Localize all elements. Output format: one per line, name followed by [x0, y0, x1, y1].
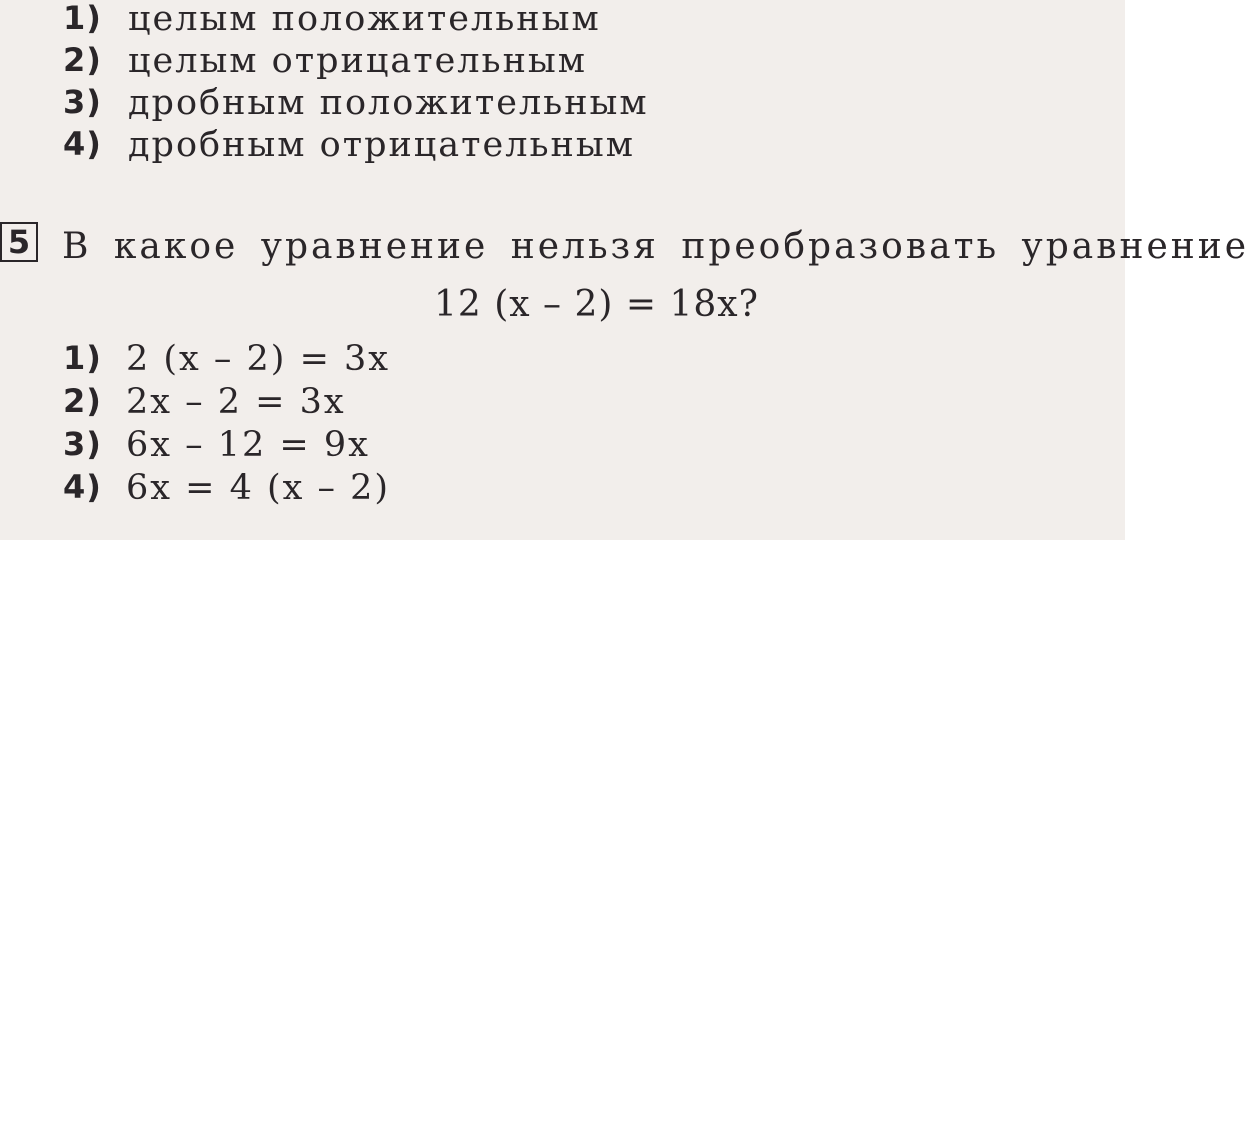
option-number: 1) — [63, 0, 102, 37]
option-equation: 2x – 2 = 3x — [126, 382, 346, 422]
option-equation: 6x = 4 (x – 2) — [126, 468, 391, 508]
option-text: дробным отрицательным — [128, 125, 635, 165]
task-equation: 12 (x – 2) = 18x? — [434, 284, 759, 325]
option-number: 2) — [63, 41, 102, 79]
option-number: 4) — [63, 468, 102, 506]
option-number: 1) — [63, 339, 102, 377]
option-number: 2) — [63, 382, 102, 420]
option-text: целым положительным — [128, 0, 601, 39]
option-equation: 2 (x – 2) = 3x — [126, 339, 391, 379]
scanned-textbook-page — [0, 0, 1249, 540]
task-question: В какое уравнение нельзя преобразовать уравнение — [62, 226, 1249, 267]
option-number: 4) — [63, 125, 102, 163]
option-number: 3) — [63, 425, 102, 463]
task-number-box: 5 — [0, 222, 38, 262]
option-text: дробным положительным — [128, 83, 649, 123]
option-equation: 6x – 12 = 9x — [126, 425, 370, 465]
option-text: целым отрицательным — [128, 41, 587, 81]
option-number: 3) — [63, 83, 102, 121]
